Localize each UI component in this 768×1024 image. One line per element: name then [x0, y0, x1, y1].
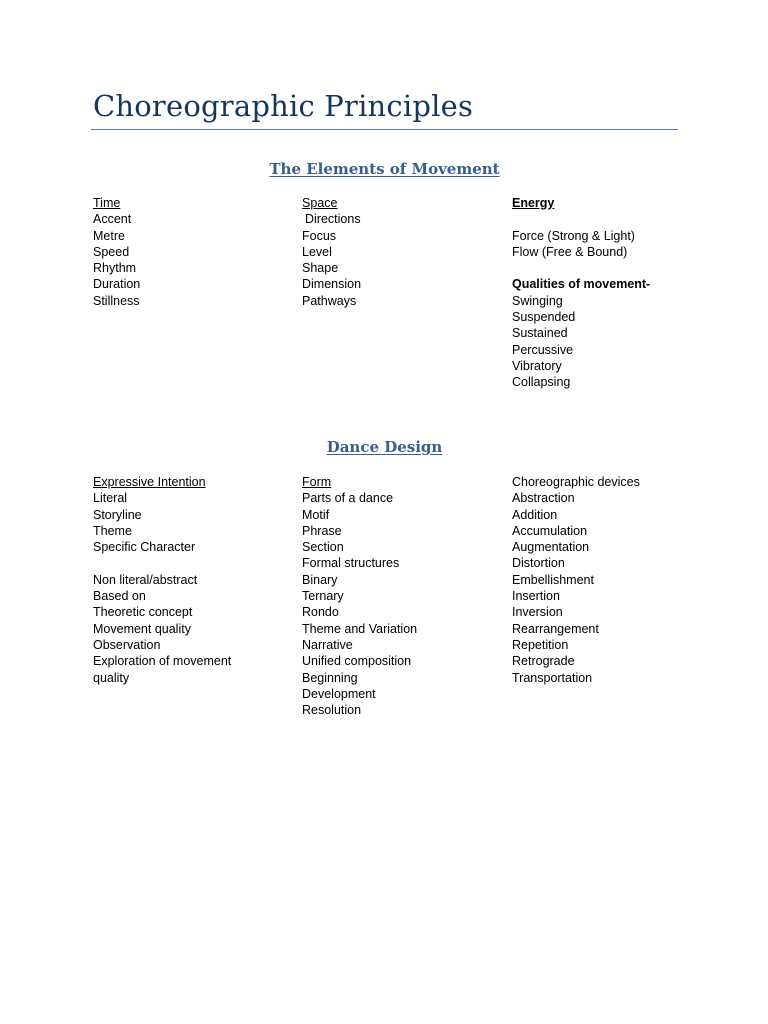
form-item: Theme and Variation [302, 621, 418, 636]
device-item: Addition [512, 507, 558, 522]
form-item: Development [302, 686, 376, 701]
intention-item: Movement quality [93, 621, 191, 636]
spacer [93, 555, 263, 571]
form-item: Formal structures [302, 556, 400, 571]
space-item: Pathways [302, 293, 357, 308]
device-item: Augmentation [512, 540, 590, 555]
intention-item: Based on [93, 589, 146, 604]
devices-header: Choreographic devices [512, 475, 640, 489]
quality-item: Vibratory [512, 358, 562, 373]
space-column [302, 195, 361, 309]
time-item: Metre [93, 228, 125, 243]
space-item: Dimension [302, 277, 362, 292]
expressive-intention-header: Expressive Intention [93, 475, 206, 489]
form-column [302, 474, 417, 718]
form-item: Rondo [302, 605, 339, 620]
device-item: Transportation [512, 670, 593, 685]
form-header: Form [302, 475, 332, 489]
quality-item: Collapsing [512, 375, 571, 390]
dance-design-heading [91, 437, 678, 457]
quality-item: Sustained [512, 326, 568, 341]
device-item: Abstraction [512, 491, 575, 506]
device-item: Embellishment [512, 572, 594, 587]
form-item: Section [302, 540, 344, 555]
form-item: Beginning [302, 670, 358, 685]
device-item: Distortion [512, 556, 565, 571]
form-item: Ternary [302, 589, 344, 604]
time-item: Speed [93, 244, 130, 259]
form-item: Parts of a dance [302, 491, 394, 506]
form-item: Resolution [302, 703, 362, 718]
energy-column [512, 195, 650, 391]
page-title: Choreographic Principles [93, 89, 474, 123]
intention-item: Theme [93, 523, 132, 538]
quality-item: Percussive [512, 342, 574, 357]
intention-item: Non literal/abstract [93, 572, 198, 587]
time-header: Time [93, 196, 121, 210]
space-header: Space [302, 196, 338, 210]
intention-item: Specific Character [93, 540, 196, 555]
expressive-intention-column [93, 474, 263, 686]
time-item: Duration [93, 277, 141, 292]
dance-design-heading-text: Dance Design [326, 438, 443, 456]
elements-of-movement-heading [91, 159, 678, 179]
form-item: Binary [302, 572, 338, 587]
device-item: Inversion [512, 605, 563, 620]
device-item: Repetition [512, 637, 569, 652]
intention-item: Theoretic concept [93, 605, 193, 620]
quality-item: Suspended [512, 310, 576, 325]
spacer [512, 260, 650, 276]
device-item: Insertion [512, 589, 560, 604]
quality-item: Swinging [512, 293, 563, 308]
space-item: Directions [305, 212, 361, 227]
time-item: Stillness [93, 293, 140, 308]
intention-item: Observation [93, 637, 161, 652]
form-item: Phrase [302, 523, 342, 538]
intention-item: Storyline [93, 507, 142, 522]
space-item: Focus [302, 228, 337, 243]
device-item: Retrograde [512, 654, 575, 669]
qualities-header: Qualities of movement- [512, 277, 651, 292]
energy-force: Force (Strong & Light) [512, 228, 635, 243]
form-item: Unified composition [302, 654, 412, 669]
choreographic-devices-column [512, 474, 640, 686]
energy-header: Energy [512, 196, 555, 210]
form-item: Narrative [302, 637, 353, 652]
title-underline-rule [91, 129, 678, 130]
elements-of-movement-heading-text: The Elements of Movement [269, 160, 500, 178]
time-item: Rhythm [93, 261, 137, 276]
spacer [512, 211, 650, 227]
intention-item: Literal [93, 491, 128, 506]
intention-item: Exploration of movement quality [93, 654, 232, 685]
device-item: Accumulation [512, 523, 588, 538]
time-column [93, 195, 140, 309]
device-item: Rearrangement [512, 621, 599, 636]
form-item: Motif [302, 507, 330, 522]
time-item: Accent [93, 212, 132, 227]
space-item: Shape [302, 261, 339, 276]
energy-flow: Flow (Free & Bound) [512, 244, 628, 259]
space-item: Level [302, 244, 332, 259]
